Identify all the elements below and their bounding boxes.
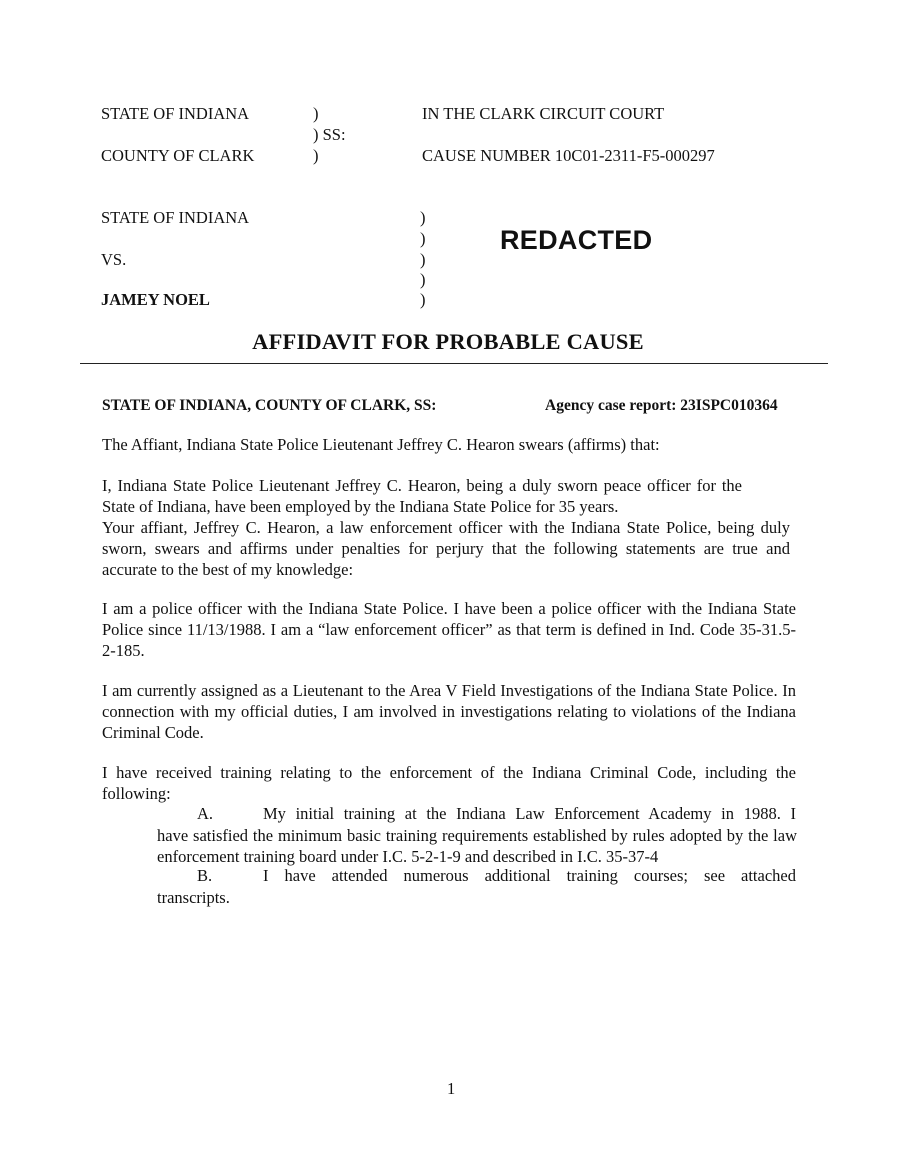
paragraph-officer-status: I am a police officer with the Indiana State Police. I have been a police officer with the Indiana State Police since 11/13/1988. I am a “law enforcement officer” as that term is defined in Ind. Code 35-31.5-2-185. [102, 599, 796, 660]
parties-paren-2: ) [420, 229, 426, 248]
paragraph-assignment: I am currently assigned as a Lieutenant to the Area V Field Investigations of the Indiana State Police. In connection with my official duties, I am involved in investigations relating to violations of the Indiana Criminal Code. [102, 681, 796, 742]
training-item-b-letter: B. [197, 866, 213, 885]
paragraph-sworn-statement: Your affiant, Jeffrey C. Hearon, a law enforcement officer with the Indiana State Police, being duly sworn, swears and affirms under penalties for perjury that the following statements are true and accurate to the best of my knowledge: [102, 518, 790, 579]
training-item-a-first-line: My initial training at the Indiana Law Enforcement Academy in 1988. I [263, 804, 796, 823]
paragraph-employment: I, Indiana State Police Lieutenant Jeffrey C. Hearon, being a duly sworn peace officer for the State of Indiana, have been employed by the Indiana State Police for 35 years. [102, 476, 742, 516]
training-item-b-first-line: I have attended numerous additional training courses; see attached [263, 866, 796, 885]
venue-line: STATE OF INDIANA, COUNTY OF CLARK, SS: [102, 397, 437, 414]
redaction-label: REDACTED [500, 225, 653, 255]
court-name: IN THE CLARK CIRCUIT COURT [422, 104, 665, 123]
training-item-a-letter: A. [197, 804, 214, 823]
title-divider [80, 363, 828, 364]
affiant-intro: The Affiant, Indiana State Police Lieutenant Jeffrey C. Hearon swears (affirms) that: [102, 435, 660, 454]
page-number: 1 [447, 1079, 456, 1098]
versus-label: VS. [101, 250, 127, 269]
parties-paren-1: ) [420, 208, 426, 227]
agency-case-report: Agency case report: 23ISPC010364 [545, 397, 778, 414]
cause-number: CAUSE NUMBER 10C01-2311-F5-000297 [422, 146, 715, 165]
defendant-name: JAMEY NOEL [101, 290, 210, 309]
training-item-b-text: transcripts. [157, 888, 230, 907]
parties-paren-4: ) [420, 270, 426, 289]
parties-paren-5: ) [420, 290, 426, 309]
caption-paren-ss: ) SS: [313, 125, 346, 144]
caption-county-label: COUNTY OF CLARK [101, 146, 255, 165]
parties-paren-3: ) [420, 250, 426, 269]
paragraph-training-intro: I have received training relating to the enforcement of the Indiana Criminal Code, including the following: [102, 763, 796, 803]
training-item-a-text: have satisfied the minimum basic training requirements established by rules adopted by the law enforcement training board under I.C. 5-2-1-9 and described in I.C. 35-37-4 [157, 826, 797, 866]
caption-state-label: STATE OF INDIANA [101, 104, 250, 123]
plaintiff-name: STATE OF INDIANA [101, 208, 250, 227]
caption-paren-1: ) [313, 104, 319, 123]
document-title: AFFIDAVIT FOR PROBABLE CAUSE [252, 329, 644, 354]
caption-paren-3: ) [313, 146, 319, 165]
